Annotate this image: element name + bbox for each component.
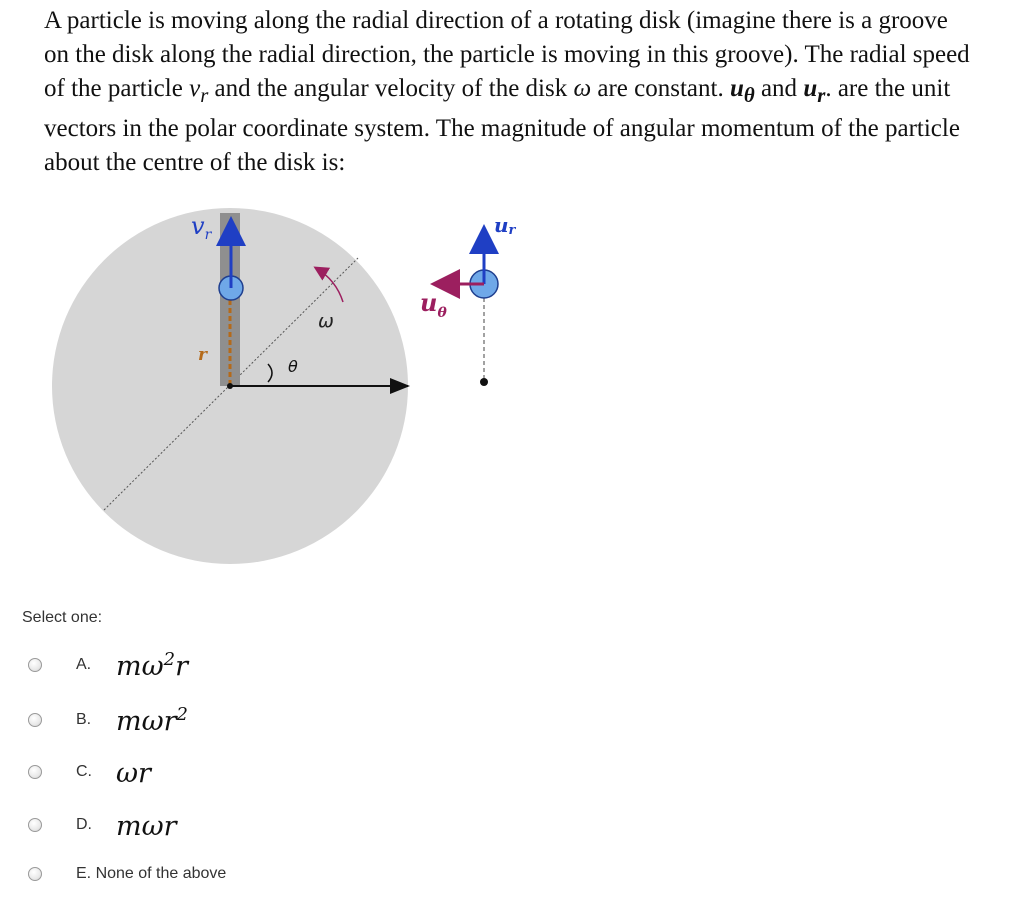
select-one-label: Select one: (22, 609, 103, 626)
omega-symbol: ω (573, 75, 592, 102)
option-a-math: $m\omega^2r$ (116, 648, 188, 682)
radio-e[interactable] (28, 867, 42, 881)
ur-label: ur (494, 213, 516, 238)
option-d[interactable] (28, 810, 177, 842)
option-e[interactable] (28, 859, 227, 889)
radio-d[interactable] (28, 818, 42, 832)
radio-c[interactable] (28, 765, 42, 779)
disk-figure (0, 180, 560, 600)
option-b-letter: B. (76, 711, 92, 728)
option-b-math: mωr$^2$ (116, 703, 188, 737)
option-d-math: mωr (116, 810, 177, 842)
option-a-letter: A. (76, 656, 92, 673)
r-label: r (198, 345, 207, 365)
unit-vector-base-dot (480, 378, 488, 386)
omega-label: ω (318, 310, 334, 332)
option-c[interactable] (28, 757, 151, 789)
ur-symbol: $u_r$ (803, 75, 826, 107)
option-a[interactable] (28, 648, 188, 682)
option-d-letter: D. (76, 816, 92, 833)
option-c-letter: C. (76, 763, 92, 780)
question-text: A particle is moving along the radial direction of a rotating disk (imagine there is a groove on the disk along the radial direction, the particle is moving in this groove). The radial speed of the particle $v_r$ and the angular velocity of the disk ω are constant. $u_\theta$ and $u_r$. are the unit vectors in the polar coordinate system. The magnitude of angular momentum of the particle about the centre of the disk is: (44, 7, 970, 176)
option-c-math: ωr (116, 757, 151, 789)
option-b[interactable] (28, 703, 188, 737)
radio-b[interactable] (28, 713, 42, 727)
option-e-text: E. None of the above (76, 865, 227, 882)
origin-dot (227, 383, 233, 389)
utheta-label: $u_\theta$ (420, 288, 447, 321)
utheta-symbol: $u_\theta$ (729, 75, 755, 107)
vr-label: $v_r$ (191, 212, 212, 243)
theta-label: θ (288, 357, 298, 376)
vr-symbol: $v_r$ (189, 75, 209, 107)
radio-a[interactable] (28, 658, 42, 672)
